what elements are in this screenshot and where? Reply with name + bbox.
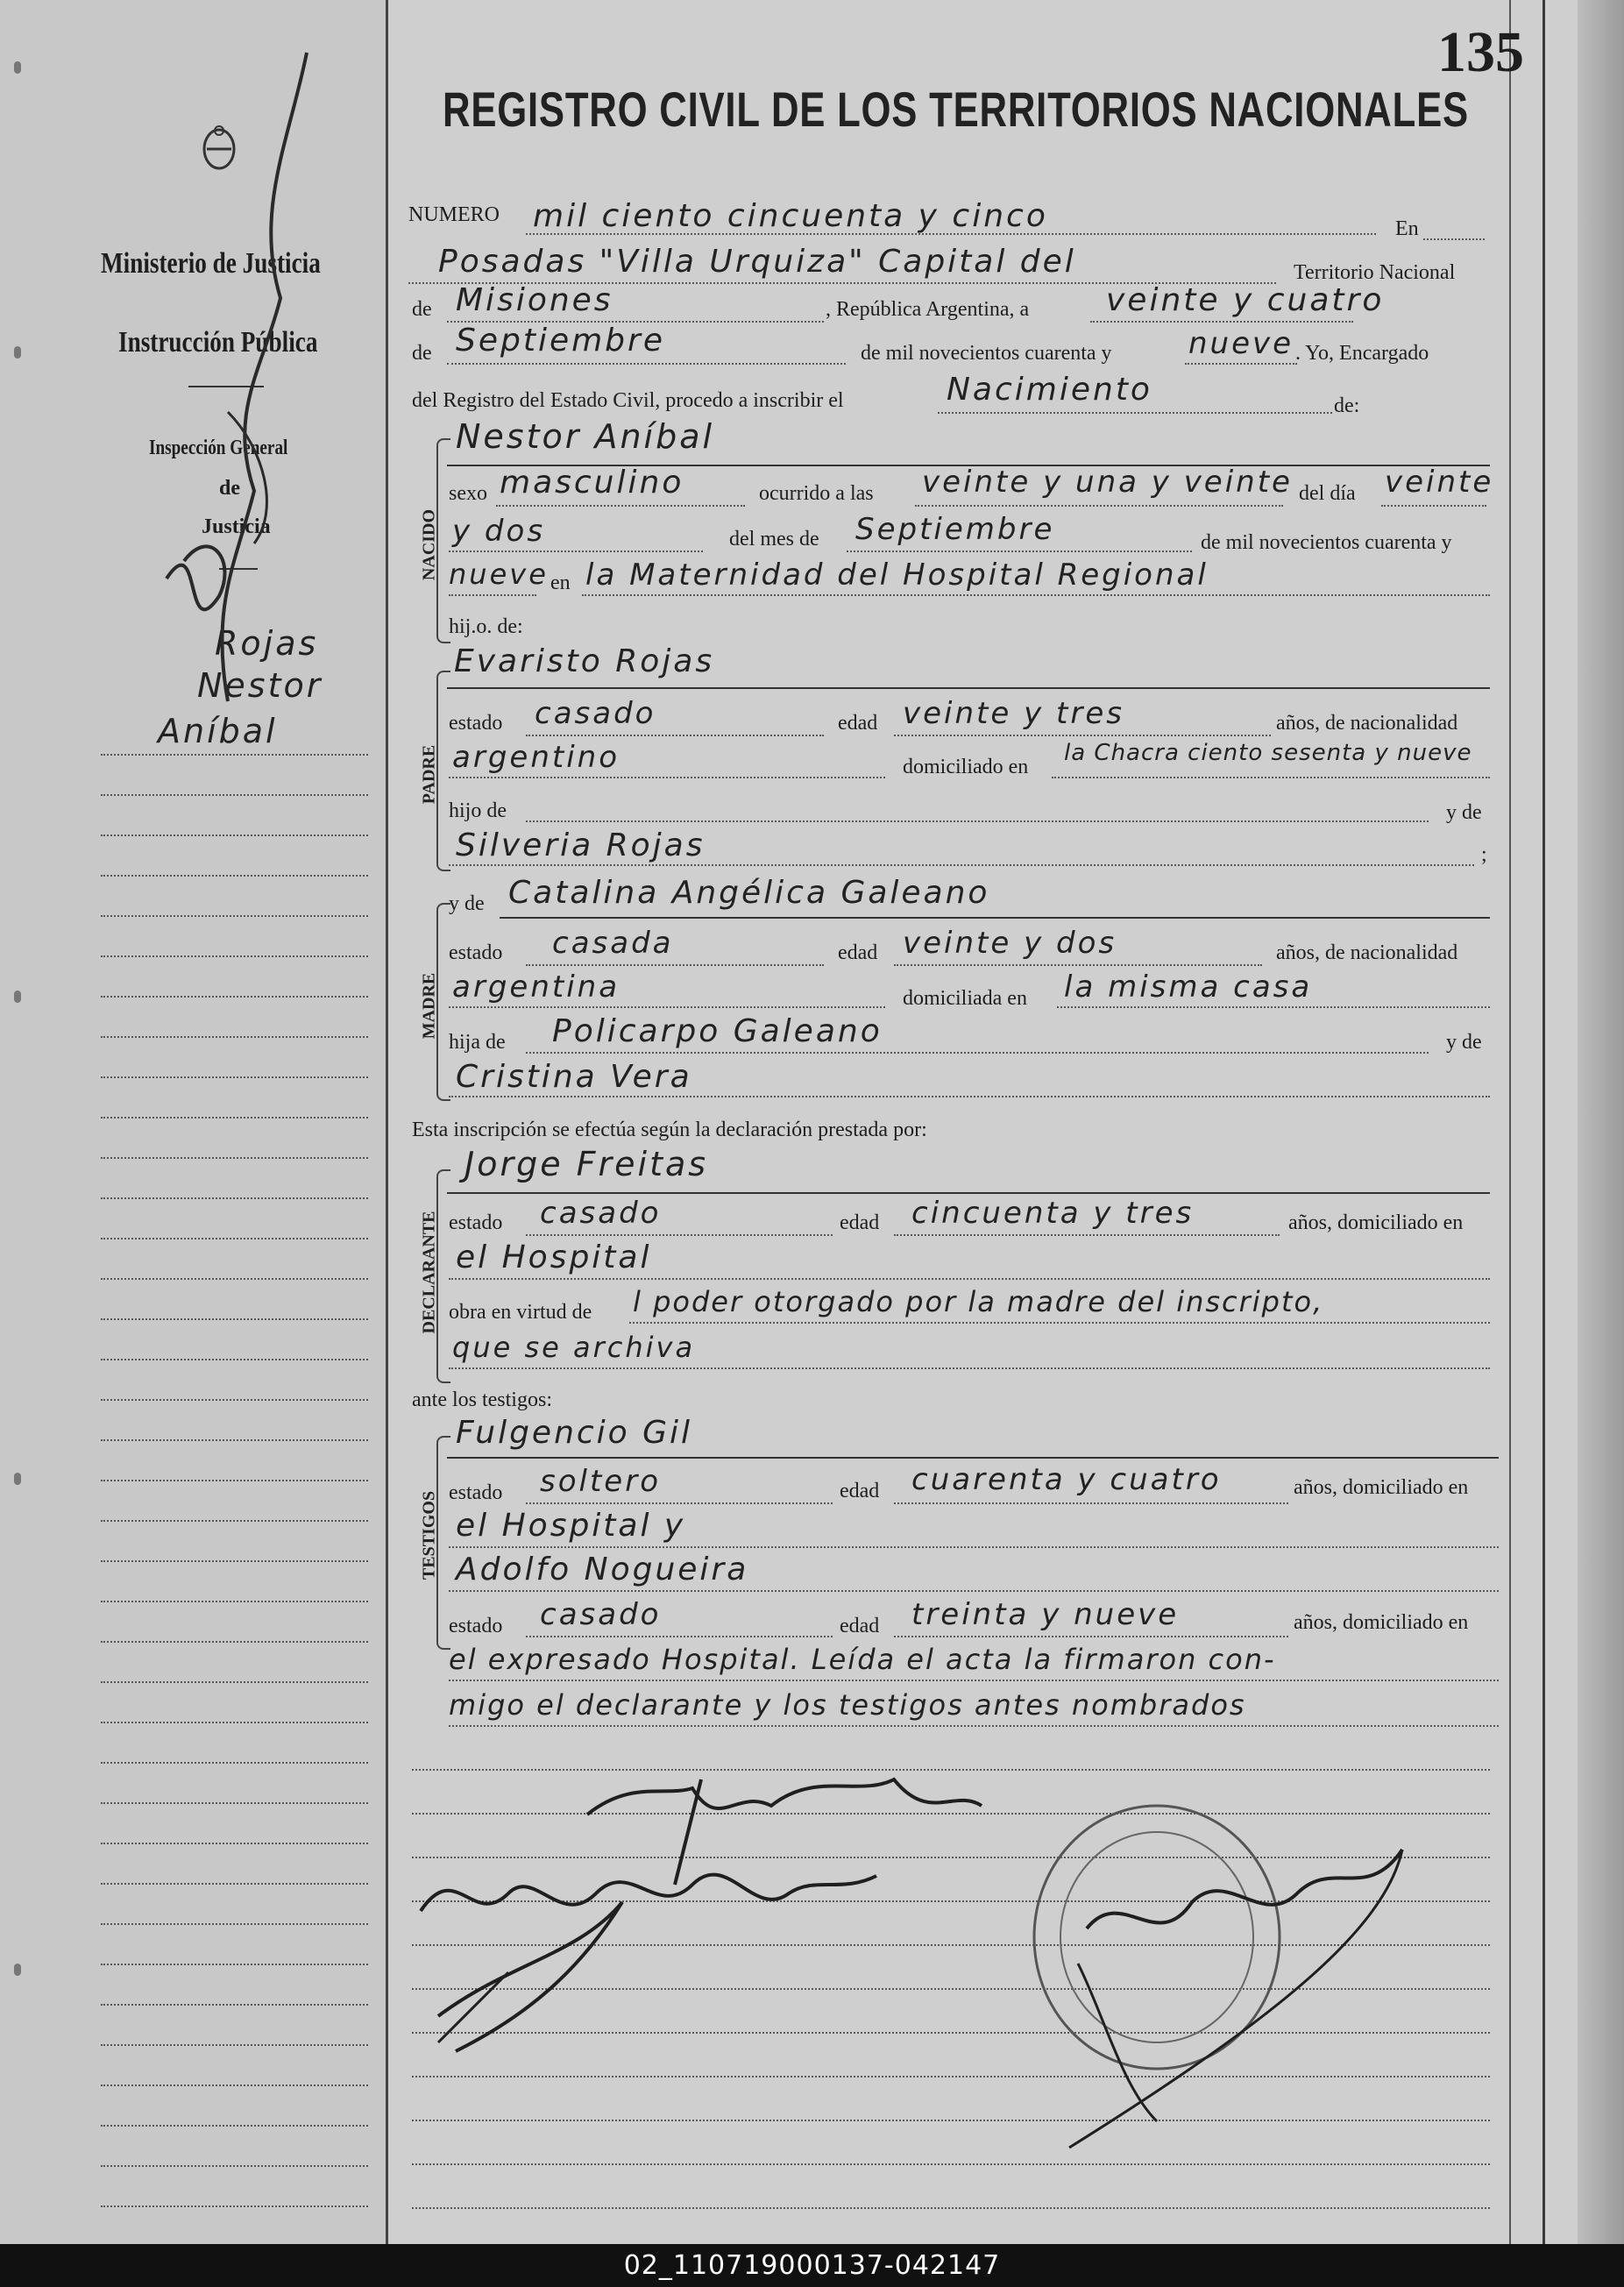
punch-hole: [14, 991, 21, 1003]
margin-ruled-line: [101, 1601, 368, 1602]
padre-hijo-de-label: hijo de: [449, 799, 507, 822]
declarante-obra-value-2: que se archiva: [452, 1331, 696, 1364]
padre-semicolon: ;: [1481, 843, 1487, 866]
madre-y-de-label: y de: [449, 892, 485, 915]
numero-label: NUMERO: [408, 203, 500, 226]
margin-ruled-line: [101, 1641, 368, 1643]
padre-parents-line: [449, 864, 1474, 866]
margin-ruled-line: [101, 1197, 368, 1199]
sexo-line: [496, 505, 745, 507]
declarante-obra-line-2: [449, 1367, 1490, 1369]
month-value: Septiembre: [456, 323, 665, 359]
testigo-2-estado-line: [526, 1636, 833, 1637]
testigo-1-estado-line: [526, 1502, 833, 1504]
padre-nacionalidad-line: [449, 777, 885, 778]
closing-line-2: [449, 1725, 1499, 1727]
right-margin-rule-bold: [1542, 0, 1545, 2244]
padre-name-line: [447, 687, 1490, 689]
margin-ruled-line: [101, 1278, 368, 1280]
madre-estado-value: casada: [552, 926, 674, 961]
dia-line: [1381, 505, 1486, 507]
registro-label: del Registro del Estado Civil, procedo a inscribir el: [412, 389, 844, 412]
day-line: [1090, 321, 1353, 323]
margin-ruled-line: [101, 875, 368, 877]
testigo-1-anios-label: años, domiciliado en: [1294, 1476, 1469, 1499]
declarante-section-label: DECLARANTE: [419, 1211, 439, 1334]
padre-edad-line: [894, 735, 1271, 736]
del-dia-label: del día: [1299, 482, 1356, 505]
margin-ruled-line: [101, 1117, 368, 1119]
page-title: REGISTRO CIVIL DE LOS TERRITORIOS NACIONALES: [443, 82, 1469, 137]
testigo-2-name-line: [449, 1590, 1499, 1592]
margin-ruled-line: [101, 794, 368, 796]
margin-note-name: Nestor: [197, 666, 323, 705]
testigo-1-edad-line: [894, 1502, 1288, 1504]
mes-value: Septiembre: [855, 512, 1055, 547]
madre-father-value: Policarpo Galeano: [552, 1013, 883, 1049]
sexo-label: sexo: [449, 482, 487, 505]
declarante-obra-label: obra en virtud de: [449, 1301, 592, 1324]
padre-estado-value: casado: [535, 696, 656, 731]
madre-domicilio-label: domiciliada en: [903, 987, 1027, 1010]
testigo-1-estado-label: estado: [449, 1481, 503, 1504]
nacido-name-value: Nestor Aníbal: [456, 417, 715, 456]
padre-estado-label: estado: [449, 712, 503, 735]
padre-hijo-de-line: [526, 820, 1429, 822]
margin-ruled-line: [101, 955, 368, 957]
margin-ruled-line: [101, 1923, 368, 1925]
testigos-intro: ante los testigos:: [412, 1389, 552, 1411]
closing-text-1: el expresado Hospital. Leída el acta la firmaron con-: [449, 1643, 1276, 1676]
blank-ruled-line: [412, 2207, 1490, 2209]
testigo-1-name-line: [447, 1457, 1499, 1459]
hora-value: veinte y una y veinte: [922, 465, 1293, 500]
margin-ruled-line: [101, 835, 368, 836]
mes-label: del mes de: [729, 528, 819, 550]
margin-ruled-line: [101, 1076, 368, 1078]
padre-section-label: PADRE: [419, 744, 439, 805]
inspection-line-2: de: [219, 477, 240, 500]
ocurrido-label: ocurrido a las: [759, 482, 874, 505]
declarante-domicilio-value: el Hospital: [456, 1239, 652, 1275]
year-line: [1185, 363, 1297, 365]
dia-line-2: [449, 550, 703, 552]
margin-ruled-line: [101, 2085, 368, 2086]
republica-label: , República Argentina, a: [826, 298, 1030, 321]
margin-ruled-line: [101, 1762, 368, 1764]
testigo-2-edad-label: edad: [840, 1615, 880, 1637]
de-label-2: de: [412, 342, 432, 365]
testigo-1-edad-value: cuarenta y cuatro: [911, 1462, 1222, 1497]
padre-name-value: Evaristo Rojas: [454, 643, 715, 679]
dia-value-a: veinte: [1385, 465, 1494, 500]
margin-ruled-line: [101, 1318, 368, 1320]
numero-value: mil ciento cincuenta y cinco: [533, 198, 1048, 234]
padre-domicilio-label: domiciliado en: [903, 756, 1029, 778]
testigo-1-name-value: Fulgencio Gil: [456, 1415, 693, 1451]
padre-domicilio-line: [1052, 777, 1490, 778]
punch-hole: [14, 1964, 21, 1976]
territorio-label: Territorio Nacional: [1294, 261, 1456, 284]
padre-nacionalidad-value: argentino: [452, 740, 620, 775]
margin-ruled-line: [101, 2165, 368, 2167]
margin-ruled-line: [101, 2004, 368, 2006]
padre-edad-value: veinte y tres: [903, 696, 1124, 731]
margin-ruled-line: [101, 1560, 368, 1562]
punch-hole: [14, 1473, 21, 1485]
margin-ruled-line: [101, 1480, 368, 1481]
dia-value-b: y dos: [452, 514, 546, 549]
hora-line: [915, 505, 1283, 507]
ministry-line-1: Ministerio de Justicia: [101, 247, 321, 280]
closing-text-2: migo el declarante y los testigos antes nombrados: [449, 1688, 1246, 1722]
margin-ruled-line: [101, 996, 368, 998]
en-label: En: [1395, 217, 1419, 240]
mes-line: [847, 550, 1192, 552]
testigos-section-label: TESTIGOS: [419, 1490, 439, 1580]
signatures-icon: [403, 1753, 1490, 2156]
margin-ruled-line: [101, 1843, 368, 1844]
month-line: [447, 363, 846, 365]
declarante-anios-label: años, domiciliado en: [1288, 1211, 1464, 1234]
territory-value: Misiones: [456, 282, 613, 318]
margin-ruled-line: [101, 1722, 368, 1723]
madre-hija-de-line: [526, 1052, 1429, 1054]
inspection-line-3: Justicia: [202, 515, 271, 538]
margin-ruled-line: [101, 2125, 368, 2127]
margin-note-name-2: Aníbal: [158, 712, 278, 750]
lugar-value: la Maternidad del Hospital Regional: [585, 558, 1209, 593]
margin-ruled-line: [101, 1439, 368, 1441]
column-divider: [386, 0, 388, 2244]
de-label-3: de:: [1334, 394, 1360, 417]
en-label-2: en: [550, 572, 571, 594]
madre-anios-label: años, de nacionalidad: [1276, 941, 1458, 964]
testigo-2-edad-value: treinta y nueve: [911, 1597, 1180, 1632]
madre-domicilio-value: la misma casa: [1064, 969, 1313, 1005]
image-id-footer: 02_110719000137-042147: [0, 2244, 1624, 2287]
testigo-1-domicilio-value: el Hospital y: [456, 1508, 686, 1544]
declarante-domicilio-line: [449, 1278, 1490, 1280]
margin-ruled-line: [101, 915, 368, 917]
madre-mother-value: Cristina Vera: [456, 1059, 692, 1095]
declarante-estado-label: estado: [449, 1211, 503, 1234]
padre-parents-value: Silveria Rojas: [456, 827, 706, 863]
margin-ruled-line: [101, 1036, 368, 1038]
margin-ruled-line: [101, 754, 368, 756]
ministry-line-2: Instrucción Pública: [118, 326, 318, 359]
madre-estado-line: [526, 964, 824, 966]
testigo-2-edad-line: [894, 1636, 1288, 1637]
testigo-2-estado-label: estado: [449, 1615, 503, 1637]
testigo-1-domicilio-line: [449, 1546, 1499, 1548]
padre-y-de-label: y de: [1446, 801, 1482, 824]
en-line: [1423, 238, 1485, 240]
testigo-2-anios-label: años, domiciliado en: [1294, 1611, 1469, 1634]
madre-name-value: Catalina Angélica Galeano: [508, 875, 990, 911]
margin-ruled-line: [101, 2205, 368, 2207]
year-value: nueve: [1188, 326, 1294, 361]
declarante-obra-line: [629, 1322, 1490, 1324]
madre-edad-value: veinte y dos: [903, 926, 1117, 961]
madre-nacionalidad-line: [449, 1006, 885, 1008]
nacido-section-label: NACIDO: [419, 508, 439, 581]
madre-nacionalidad-value: argentina: [452, 969, 621, 1005]
margin-ruled-line: [101, 1238, 368, 1239]
act-type-line: [938, 412, 1332, 414]
declarante-obra-value: l poder otorgado por la madre del inscripto,: [633, 1285, 1324, 1318]
padre-domicilio-value: la Chacra ciento sesenta y nueve: [1064, 740, 1472, 766]
padre-anios-label: años, de nacionalidad: [1276, 712, 1458, 735]
sexo-value: masculino: [500, 465, 684, 501]
margin-ruled-line: [101, 1883, 368, 1885]
declarante-edad-label: edad: [840, 1211, 880, 1234]
act-type-value: Nacimiento: [947, 372, 1152, 408]
margin-ruled-line: [101, 2044, 368, 2046]
punch-hole: [14, 346, 21, 359]
margin-ruled-line: [101, 1802, 368, 1804]
yo-label: . Yo, Encargado: [1295, 342, 1429, 365]
padre-estado-line: [526, 735, 824, 736]
margin-note-surname: Rojas: [215, 624, 319, 663]
binding-shadow: [1578, 0, 1624, 2244]
year-label: de mil novecientos cuarenta y: [861, 342, 1112, 365]
margin-signature-icon: [131, 35, 342, 719]
inspection-line-1: Inspección General: [149, 437, 288, 459]
declarante-name-line: [447, 1192, 1490, 1194]
declarante-name-value: Jorge Freitas: [465, 1145, 709, 1183]
blank-ruled-line: [412, 2163, 1490, 2165]
de-label: de: [412, 298, 432, 321]
right-margin-rule: [1509, 0, 1511, 2244]
madre-section-label: MADRE: [419, 972, 439, 1040]
margin-ruled-line: [101, 1520, 368, 1522]
madre-hija-de-label: hija de: [449, 1031, 506, 1054]
folio-number: 135: [1437, 20, 1524, 84]
madre-estado-label: estado: [449, 941, 503, 964]
testigo-1-edad-label: edad: [840, 1480, 880, 1502]
madre-name-line: [500, 917, 1490, 919]
declarante-estado-line: [526, 1234, 833, 1236]
anio-value: nueve: [449, 558, 549, 591]
testigo-2-name-value: Adolfo Nogueira: [456, 1552, 749, 1587]
declarante-edad-line: [894, 1234, 1280, 1236]
padre-edad-label: edad: [838, 712, 878, 735]
margin-ruled-line: [101, 1359, 368, 1360]
lugar-line: [582, 594, 1490, 596]
madre-mother-line: [449, 1096, 1490, 1097]
madre-domicilio-line: [1057, 1006, 1490, 1008]
margin-ruled-line: [101, 1157, 368, 1159]
hijo-label: hij.o. de:: [449, 615, 523, 638]
testigo-1-estado-value: soltero: [540, 1464, 661, 1499]
declarante-intro: Esta inscripción se efectúa según la declaración prestada por:: [412, 1119, 927, 1141]
madre-edad-label: edad: [838, 941, 878, 964]
declarante-edad-value: cincuenta y tres: [911, 1196, 1195, 1231]
declarante-estado-value: casado: [540, 1196, 662, 1231]
day-value: veinte y cuatro: [1106, 282, 1385, 318]
margin-ruled-line: [101, 1964, 368, 1965]
margin-ruled-line: [101, 1681, 368, 1683]
anio-line: [449, 594, 536, 596]
testigo-2-estado-value: casado: [540, 1597, 662, 1632]
anio-label: de mil novecientos cuarenta y: [1201, 531, 1452, 554]
margin-ruled-line: [101, 1399, 368, 1401]
madre-edad-line: [894, 964, 1262, 966]
punch-hole: [14, 61, 21, 74]
place-value: Posadas "Villa Urquiza" Capital del: [438, 244, 1076, 280]
closing-line-1: [449, 1680, 1499, 1681]
madre-y-de-label-2: y de: [1446, 1031, 1482, 1054]
